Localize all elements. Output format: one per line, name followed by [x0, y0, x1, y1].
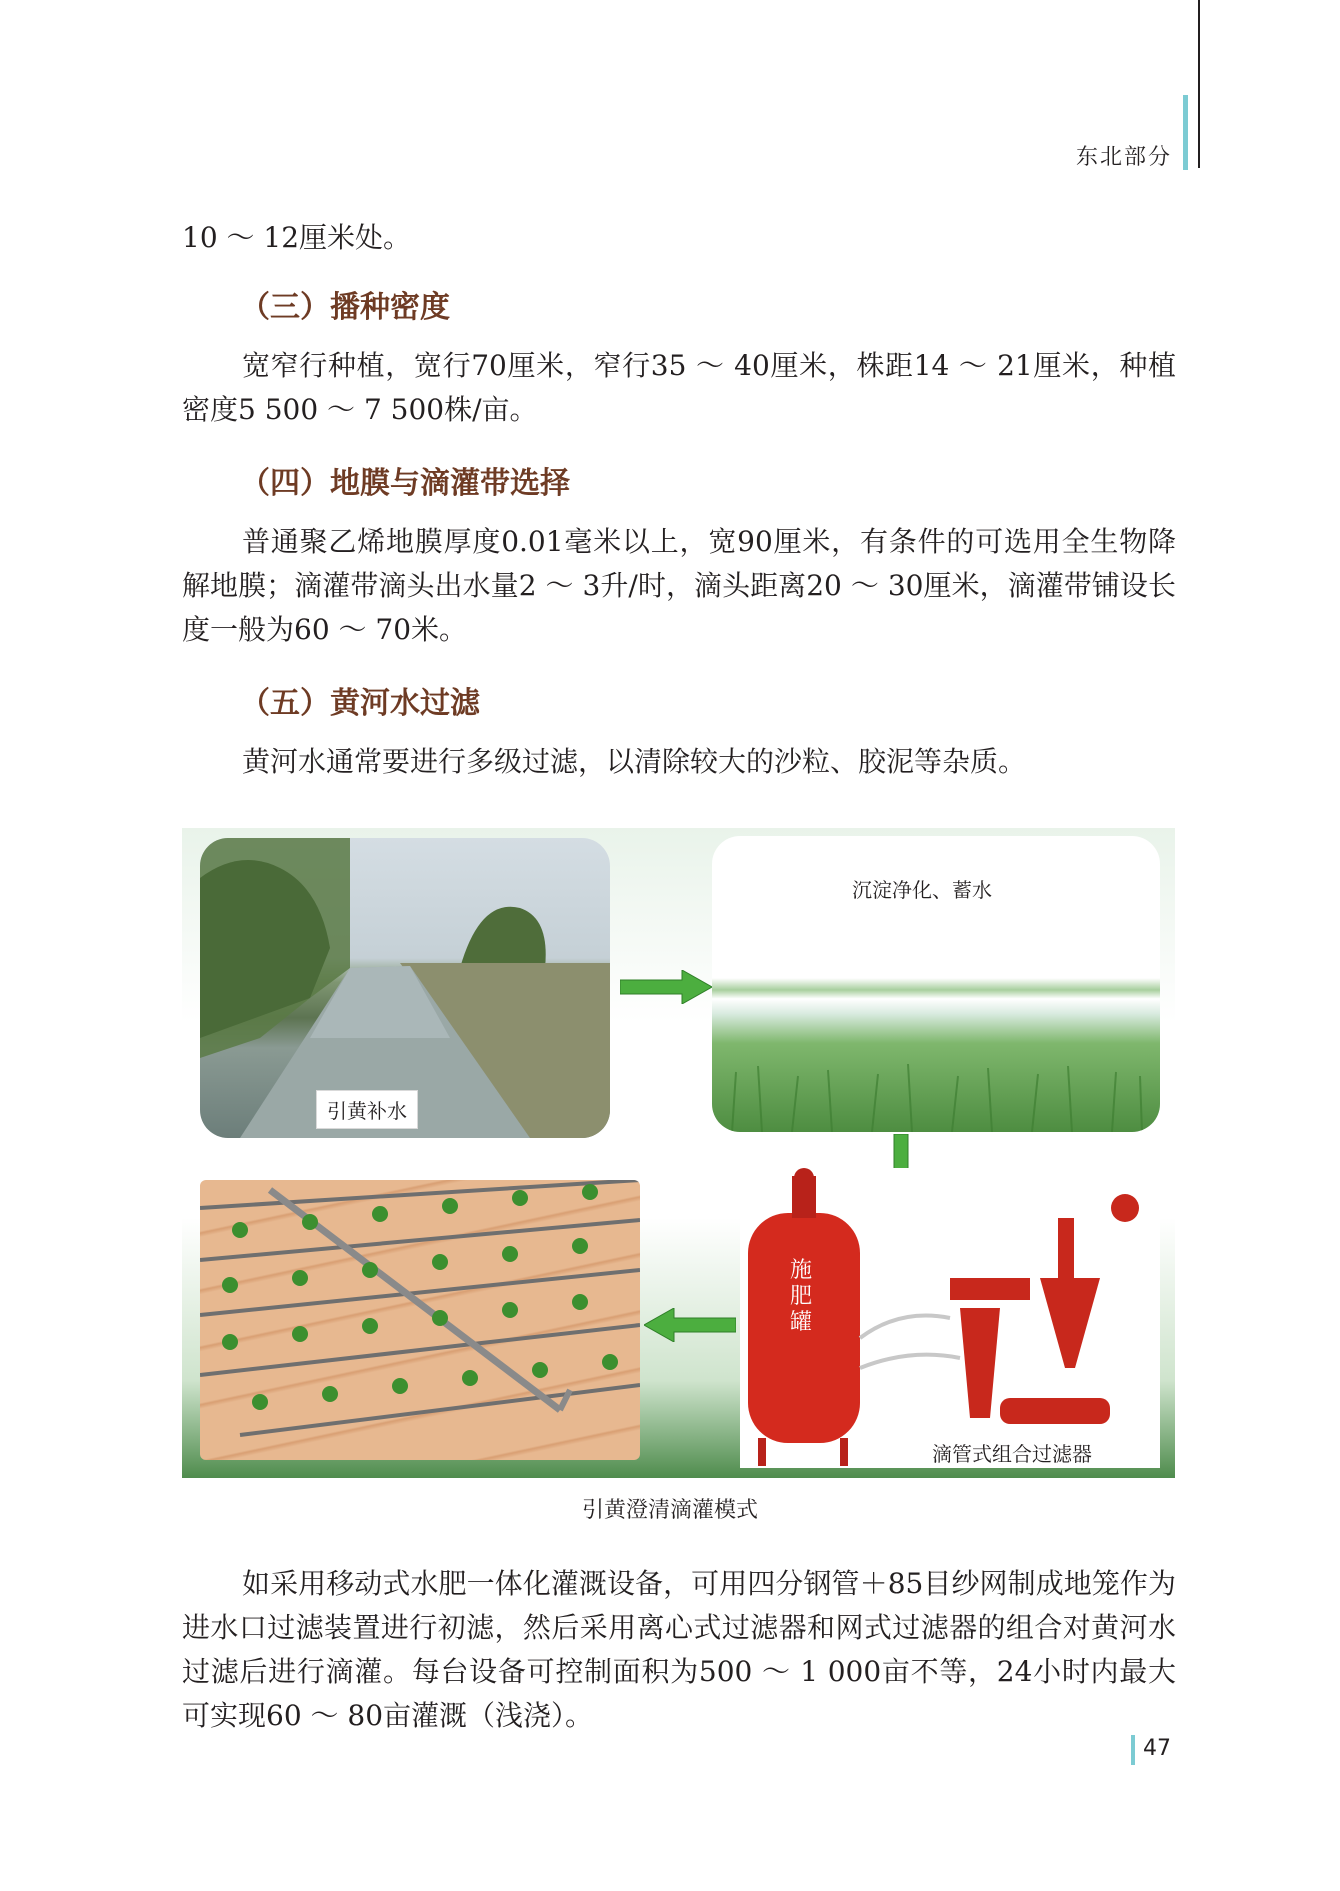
running-header: 东北部分 [1075, 145, 1172, 170]
irrigation-mode-figure [182, 828, 1175, 1478]
page-number-accent-bar [1131, 1735, 1135, 1765]
drip-lines-and-plants [200, 1180, 640, 1460]
header-rule-line [1198, 0, 1200, 168]
fertilizer-tank-filter-photo [740, 1168, 1160, 1468]
paragraph-mobile-irrigation: 如采用移动式水肥一体化灌溉设备，可用四分钢管＋85目纱网制成地笼作为进水口过滤装置进行初滤，然后采用离心式过滤器和网式过滤器的组合对黄河水过滤后进行滴灌。每台设备可控制面积为500 ～ 1 000亩不等，24小时内最大可实现60 ～ 80亩灌溉（浅浇）。 [182, 1567, 1176, 1732]
settling-lake-photo [712, 836, 1160, 1132]
heading-yellow-river-filtering: （五）黄河水过滤 [240, 686, 480, 721]
canal-label: 引黄补水 [316, 1090, 418, 1129]
canal-photo [200, 838, 610, 1138]
header-accent-bar [1183, 95, 1188, 170]
fertilizer-tank-label: 施肥罐 [789, 1258, 812, 1335]
paragraph-film-drip-tape: 普通聚乙烯地膜厚度0.01毫米以上，宽90厘米，有条件的可选用全生物降解地膜；滴灌带滴头出水量2 ～ 3升/时，滴头距离20 ～ 30厘米，滴灌带铺设长度一般为60 ～ 70米。 [182, 525, 1176, 646]
paragraph-sowing-density: 宽窄行种植，宽行70厘米，窄行35 ～ 40厘米，株距14 ～ 21厘米，种植密度5 500 ～ 7 500株/亩。 [182, 349, 1176, 426]
heading-film-drip-tape: （四）地膜与滴灌带选择 [240, 466, 570, 501]
paragraph-yellow-river-filtering: 黄河水通常要进行多级过滤，以清除较大的沙粒、胶泥等杂质。 [242, 745, 1027, 778]
drip-field-illustration [200, 1180, 640, 1460]
paragraph-intro: 10 ～ 12厘米处。 [182, 221, 412, 254]
combined-filter-label: 滴管式组合过滤器 [932, 1442, 1092, 1466]
arrow-right-icon [620, 970, 712, 1004]
page-number: 47 [1143, 1736, 1171, 1761]
heading-sowing-density: （三）播种密度 [240, 290, 450, 325]
settling-label: 沉淀净化、蓄水 [852, 878, 992, 902]
arrow-left-icon [644, 1308, 736, 1342]
figure-caption: 引黄澄清滴灌模式 [581, 1498, 758, 1523]
